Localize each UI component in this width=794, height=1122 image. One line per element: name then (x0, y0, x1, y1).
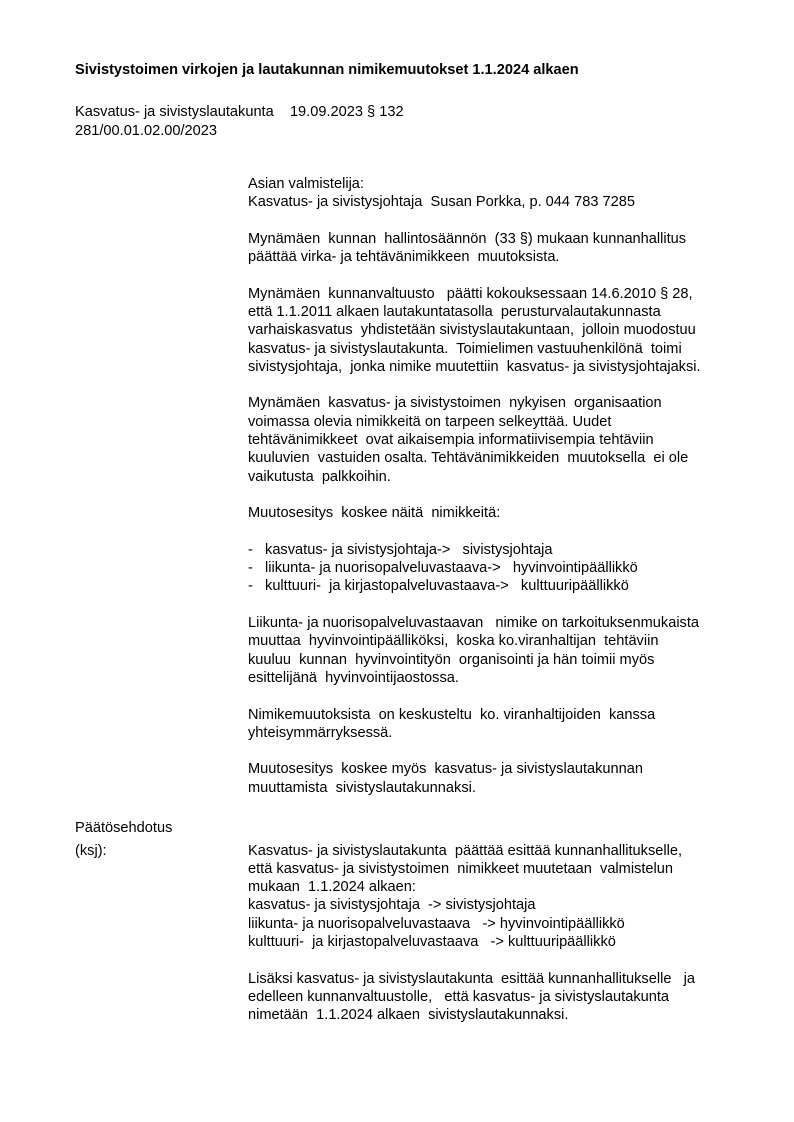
text-line: Asian valmistelija: (248, 175, 364, 192)
board-rename-paragraph (248, 760, 775, 797)
text-line: Mynämäen kunnanvaltuusto päätti kokouksessaan 14.6.2010 § 28, (248, 285, 693, 302)
text-line: muuttamista sivistyslautakunnaksi. (248, 779, 476, 796)
statute-paragraph (248, 230, 775, 267)
text-line: vaikutusta palkkoihin. (248, 468, 391, 485)
text-line: kasvatus- ja sivistysjohtaja -> sivistysjohtaja (248, 897, 536, 914)
text-line: varhaiskasvatus yhdistetään sivistyslautakuntaan, jolloin muodostuu (248, 322, 696, 339)
preparer-paragraph (248, 175, 775, 212)
text-line: Mynämäen kasvatus- ja sivistystoimen nykyisen organisaation (248, 395, 662, 412)
proposal-intro (248, 504, 775, 522)
decision-label-title: Päätösehdotus (75, 820, 173, 837)
text-line: yhteisymmärryksessä. (248, 724, 393, 741)
document-body (248, 175, 775, 797)
text-line: - kasvatus- ja sivistysjohtaja-> sivistysjohtaja (248, 541, 553, 558)
text-line: kuuluu kunnan hyvinvointityön organisointi ja hän toimii myös (248, 651, 655, 668)
text-line: voimassa olevia nimikkeitä on tarpeen selkeyttää. Uudet (248, 413, 612, 430)
text-line: Mynämäen kunnan hallintosäännön (33 §) mukaan kunnanhallitus (248, 230, 687, 247)
text-line: - liikunta- ja nuorisopalveluvastaava-> hyvinvointipäällikkö (248, 560, 638, 577)
title-change-list (248, 541, 775, 596)
text-line: Kasvatus- ja sivistysjohtaja Susan Porkka, p. 044 783 7285 (248, 194, 635, 211)
text-line: mukaan 1.1.2024 alkaen: (248, 879, 416, 896)
decision-additional (248, 970, 695, 1025)
text-line: kuuluvien vastuiden osalta. Tehtävänimikkeiden muutoksella ei ole (248, 450, 689, 467)
text-line: Nimikemuutoksista on keskusteltu ko. viranhaltijoiden kanssa (248, 706, 656, 723)
document-meta (75, 103, 775, 140)
text-line: nimetään 1.1.2024 alkaen sivistyslautakunnaksi. (248, 1007, 569, 1024)
text-line: - kulttuuri- ja kirjastopalveluvastaava-> kulttuuripäällikkö (248, 578, 629, 595)
decision-content (248, 819, 695, 1024)
wellbeing-paragraph (248, 614, 775, 687)
text-line: Muutosesitys koskee näitä nimikkeitä: (248, 505, 501, 522)
decision-label-presenter: (ksj): (75, 842, 107, 859)
text-line: Lisäksi kasvatus- ja sivistyslautakunta esittää kunnanhallitukselle ja (248, 970, 695, 987)
decision-label (75, 819, 248, 1024)
text-line: kasvatus- ja sivistyslautakunta. Toimielimen vastuuhenkilönä toimi (248, 340, 682, 357)
text-line: kulttuuri- ja kirjastopalveluvastaava -> kulttuuripäällikkö (248, 934, 616, 951)
text-line: muuttaa hyvinvointipäälliköksi, koska ko.viranhaltijan tehtäviin (248, 633, 659, 650)
text-line: Muutosesitys koskee myös kasvatus- ja sivistyslautakunnan (248, 761, 644, 778)
committee-date-line: Kasvatus- ja sivistyslautakunta 19.09.2023 § 132 (75, 104, 404, 121)
decision-section (75, 819, 775, 1024)
text-line: edelleen kunnanvaltuustolle, että kasvatus- ja sivistyslautakunta (248, 988, 670, 1005)
text-line: esittelijänä hyvinvointijaostossa. (248, 669, 459, 686)
consultation-paragraph (248, 706, 775, 743)
text-line: että 1.1.2011 alkaen lautakuntatasolla perusturvalautakunnasta (248, 303, 661, 320)
text-line: Liikunta- ja nuorisopalveluvastaavan nimike on tarkoituksenmukaista (248, 615, 700, 632)
text-line: tehtävänimikkeet ovat aikaisempia informatiivisempia tehtäviin (248, 432, 654, 449)
rationale-paragraph (248, 394, 775, 485)
decision-proposal (248, 842, 695, 952)
text-line: että kasvatus- ja sivistystoimen nimikkeet muutetaan valmistelun (248, 860, 674, 877)
text-line: Kasvatus- ja sivistyslautakunta päättää esittää kunnanhallitukselle, (248, 842, 683, 859)
document-content (75, 61, 775, 1025)
text-line: sivistysjohtaja, jonka nimike muutettiin kasvatus- ja sivistysjohtajaksi. (248, 358, 701, 375)
case-number: 281/00.01.02.00/2023 (75, 122, 218, 139)
text-line: liikunta- ja nuorisopalveluvastaava -> hyvinvointipäällikkö (248, 915, 625, 932)
text-line: päättää virka- ja tehtävänimikkeen muutoksista. (248, 249, 560, 266)
document-title: Sivistystoimen virkojen ja lautakunnan nimikemuutokset 1.1.2024 alkaen (75, 62, 579, 78)
history-paragraph (248, 285, 775, 376)
